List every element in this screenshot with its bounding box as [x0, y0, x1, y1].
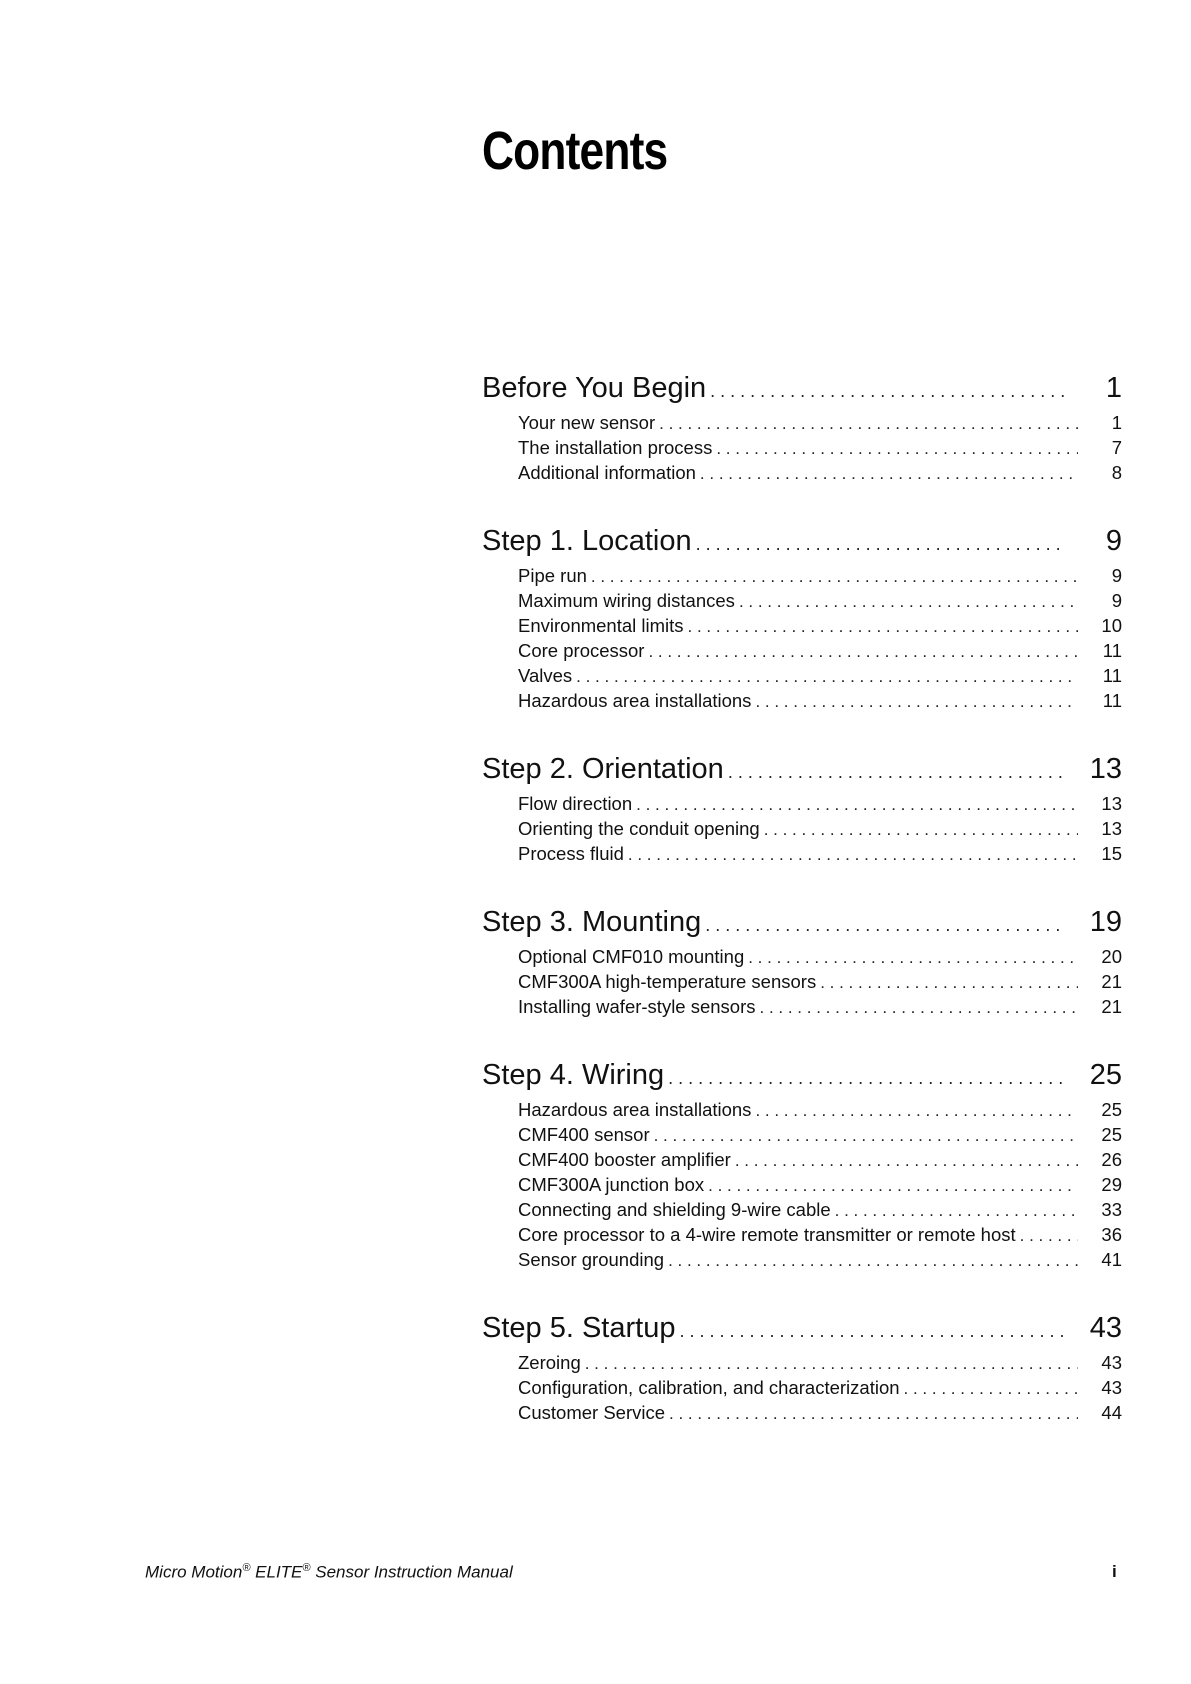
toc-chapter-entry-label: Step 2. Orientation	[482, 753, 724, 785]
toc-subentry-label: Additional information	[518, 462, 696, 483]
toc-subentry-label: Sensor grounding	[518, 1249, 665, 1270]
dot-leader	[654, 1123, 1078, 1148]
dot-leader	[700, 461, 1078, 486]
dot-leader	[760, 995, 1078, 1020]
toc-subentry-label: Optional CMF010 mounting	[518, 946, 745, 967]
toc-subentry-label: Core processor	[518, 640, 645, 661]
footer-brand: Micro Motion	[145, 1562, 243, 1582]
toc-subentry[interactable]	[482, 969, 1122, 994]
toc-subentry-page-number: 33	[1101, 1199, 1122, 1220]
toc-section	[482, 1306, 1122, 1425]
toc-subentry[interactable]	[482, 1400, 1122, 1425]
toc-chapter-entry[interactable]	[482, 366, 1122, 410]
toc-subentry-page-number: 8	[1111, 462, 1122, 483]
toc-subentry[interactable]	[482, 410, 1122, 435]
dot-leader	[585, 1351, 1078, 1376]
footer-registered-mark: ®	[242, 1562, 251, 1574]
toc-subentry-page-number: 21	[1101, 971, 1122, 992]
toc-chapter-entry[interactable]	[482, 1053, 1122, 1097]
footer-registered-mark-2: ®	[302, 1562, 311, 1574]
toc-subentry-page-number: 25	[1101, 1099, 1122, 1120]
toc-subentry[interactable]	[482, 460, 1122, 485]
toc-chapter-entry-label: Step 5. Startup	[482, 1312, 676, 1344]
toc-subentry[interactable]	[482, 816, 1122, 841]
toc-subentry-label: Flow direction	[518, 793, 633, 814]
table-of-contents	[482, 366, 1122, 1459]
toc-subentry-label: Customer Service	[518, 1402, 666, 1423]
dot-leader	[576, 664, 1078, 689]
toc-subentry-label: The installation process	[518, 437, 713, 458]
dot-leader	[735, 1148, 1078, 1173]
toc-subentry-page-number: 11	[1102, 690, 1122, 711]
toc-subentry[interactable]	[482, 1122, 1122, 1147]
toc-subentry-page-number: 11	[1102, 640, 1122, 661]
toc-subentry[interactable]	[482, 588, 1122, 613]
toc-subentry-label: Zeroing	[518, 1352, 581, 1373]
toc-subentry-page-number: 1	[1111, 412, 1122, 433]
toc-section	[482, 519, 1122, 713]
toc-section	[482, 747, 1122, 866]
toc-subentry-label: CMF400 booster amplifier	[518, 1149, 731, 1170]
toc-subentry-page-number: 9	[1111, 565, 1122, 586]
dot-leader	[835, 1198, 1078, 1223]
toc-section	[482, 900, 1122, 1019]
toc-subentry-page-number: 43	[1101, 1352, 1122, 1373]
dot-leader	[679, 1309, 1064, 1353]
toc-subentry-label: Valves	[518, 665, 573, 686]
toc-chapter-entry-label: Step 1. Location	[482, 525, 692, 557]
toc-subentry-page-number: 44	[1101, 1402, 1122, 1423]
dot-leader	[710, 369, 1064, 413]
toc-subentry-label: CMF300A high-temperature sensors	[518, 971, 817, 992]
toc-subentry-label: Connecting and shielding 9-wire cable	[518, 1199, 831, 1220]
toc-subentry[interactable]	[482, 688, 1122, 713]
dot-leader	[748, 945, 1078, 970]
toc-subentry-page-number: 10	[1101, 615, 1122, 636]
toc-subentry-label: Configuration, calibration, and characterization	[518, 1377, 900, 1398]
dot-leader	[708, 1173, 1078, 1198]
dot-leader	[739, 589, 1078, 614]
toc-subentry[interactable]	[482, 1147, 1122, 1172]
toc-subentry[interactable]	[482, 663, 1122, 688]
dot-leader	[628, 842, 1078, 867]
toc-subentry-label: CMF400 sensor	[518, 1124, 650, 1145]
dot-leader	[636, 792, 1078, 817]
dot-leader	[659, 411, 1078, 436]
toc-chapter-entry[interactable]	[482, 1306, 1122, 1350]
dot-leader	[591, 564, 1078, 589]
toc-subentry-page-number: 13	[1101, 793, 1122, 814]
dot-leader	[648, 639, 1078, 664]
toc-chapter-entry[interactable]	[482, 900, 1122, 944]
toc-chapter-entry[interactable]	[482, 747, 1122, 791]
dot-leader	[688, 614, 1078, 639]
toc-subentry-page-number: 9	[1111, 590, 1122, 611]
toc-subentry-page-number: 15	[1101, 843, 1122, 864]
page-number: i	[1112, 1562, 1117, 1581]
toc-subentry[interactable]	[482, 1247, 1122, 1272]
toc-subentry[interactable]	[482, 791, 1122, 816]
toc-subentry-page-number: 7	[1111, 437, 1122, 458]
toc-subentry[interactable]	[482, 994, 1122, 1019]
toc-subentry-label: CMF300A junction box	[518, 1174, 705, 1195]
toc-subentry-label: Hazardous area installations	[518, 690, 752, 711]
toc-subentry-label: Installing wafer-style sensors	[518, 996, 756, 1017]
toc-chapter-entry[interactable]	[482, 519, 1122, 563]
toc-subentry[interactable]	[482, 613, 1122, 638]
toc-subentry-label: Your new sensor	[518, 412, 656, 433]
toc-subentry-label: Hazardous area installations	[518, 1099, 752, 1120]
toc-subentry[interactable]	[482, 1350, 1122, 1375]
toc-chapter-entry-page-number: 13	[1089, 753, 1122, 785]
toc-chapter-entry-page-number: 25	[1089, 1059, 1122, 1091]
toc-subentry[interactable]	[482, 1222, 1122, 1247]
footer-manual-title	[145, 1562, 513, 1583]
footer-product: ELITE	[255, 1562, 303, 1582]
toc-subentry-page-number: 29	[1101, 1174, 1122, 1195]
toc-subentry-page-number: 21	[1101, 996, 1122, 1017]
toc-subentry-label: Orienting the conduit opening	[518, 818, 760, 839]
toc-subentry-page-number: 43	[1101, 1377, 1122, 1398]
toc-chapter-entry-label: Before You Begin	[482, 372, 707, 404]
dot-leader	[669, 1401, 1078, 1426]
dot-leader	[728, 750, 1064, 794]
dot-leader	[755, 1098, 1078, 1123]
dot-leader	[705, 903, 1064, 947]
toc-chapter-entry-label: Step 4. Wiring	[482, 1059, 665, 1091]
toc-subentry-label: Process fluid	[518, 843, 624, 864]
toc-subentry-label: Pipe run	[518, 565, 587, 586]
dot-leader	[716, 436, 1078, 461]
toc-chapter-entry-page-number: 19	[1089, 906, 1122, 938]
dot-leader	[696, 522, 1064, 566]
toc-subentry-page-number: 26	[1101, 1149, 1122, 1170]
toc-subentry-label: Core processor to a 4-wire remote transmitter or remote host	[518, 1224, 1016, 1245]
toc-chapter-entry-label: Step 3. Mounting	[482, 906, 702, 938]
toc-subentry[interactable]	[482, 1375, 1122, 1400]
toc-section	[482, 1053, 1122, 1272]
toc-subentry[interactable]	[482, 435, 1122, 460]
toc-subentry-page-number: 41	[1101, 1249, 1122, 1270]
toc-subentry[interactable]	[482, 1197, 1122, 1222]
toc-chapter-entry-page-number: 43	[1089, 1312, 1122, 1344]
toc-chapter-entry-page-number: 9	[1105, 525, 1122, 557]
dot-leader	[668, 1056, 1064, 1100]
toc-subentry-label: Maximum wiring distances	[518, 590, 735, 611]
toc-subentry[interactable]	[482, 1172, 1122, 1197]
toc-subentry-page-number: 20	[1101, 946, 1122, 967]
toc-subentry-label: Environmental limits	[518, 615, 684, 636]
toc-subentry[interactable]	[482, 841, 1122, 866]
toc-subentry[interactable]	[482, 944, 1122, 969]
toc-subentry[interactable]	[482, 1097, 1122, 1122]
toc-subentry-page-number: 11	[1102, 665, 1122, 686]
dot-leader	[904, 1376, 1078, 1401]
dot-leader	[755, 689, 1078, 714]
toc-chapter-entry-page-number: 1	[1105, 372, 1122, 404]
footer-manual-name: Sensor Instruction Manual	[315, 1562, 513, 1582]
toc-subentry-page-number: 36	[1101, 1224, 1122, 1245]
toc-subentry[interactable]	[482, 563, 1122, 588]
toc-subentry-page-number: 13	[1101, 818, 1122, 839]
dot-leader	[668, 1248, 1078, 1273]
dot-leader	[1020, 1223, 1078, 1248]
page-title: Contents	[482, 121, 668, 181]
dot-leader	[764, 817, 1078, 842]
toc-subentry-page-number: 25	[1101, 1124, 1122, 1145]
toc-section	[482, 366, 1122, 485]
toc-subentry[interactable]	[482, 638, 1122, 663]
dot-leader	[820, 970, 1078, 995]
